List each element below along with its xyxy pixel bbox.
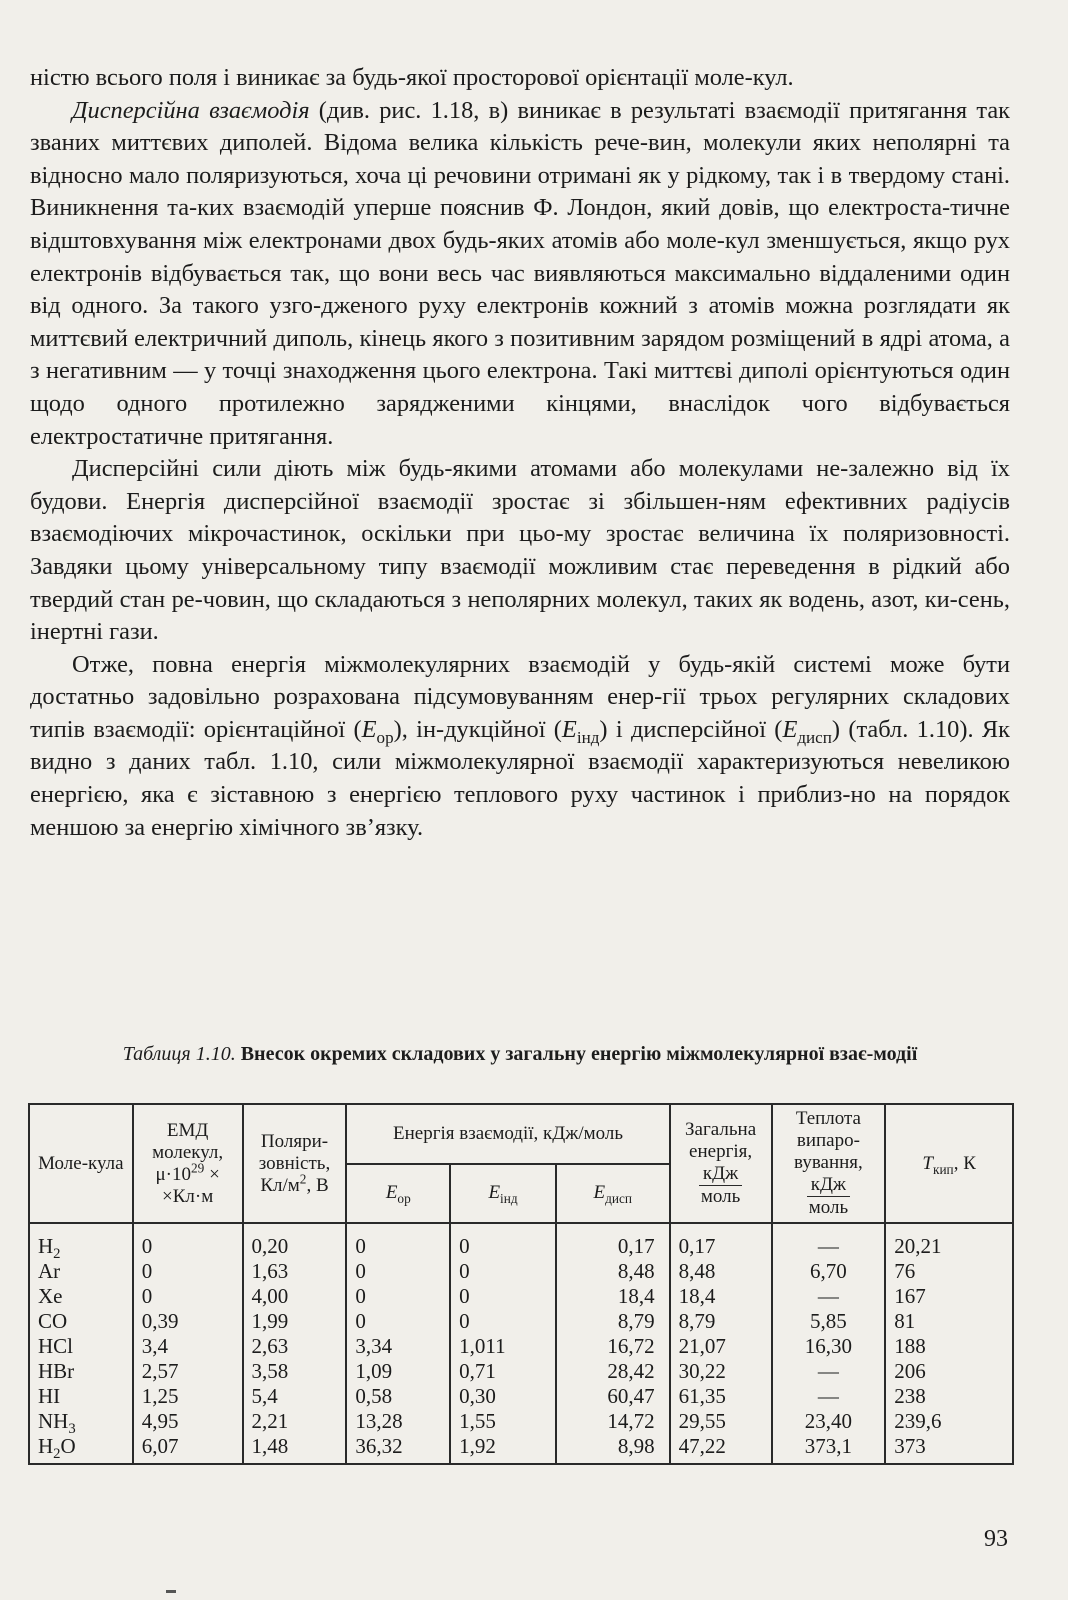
cell-emd: 0 bbox=[133, 1223, 243, 1259]
cell-tboil: 81 bbox=[885, 1309, 1013, 1334]
cell-total: 30,22 bbox=[670, 1359, 772, 1384]
cell-eind: 0 bbox=[450, 1259, 556, 1284]
header-boiling-temp: $T_{кип}$, К bbox=[885, 1104, 1013, 1223]
header-emd: ЕМД молекул, $\mu\cdot 10^{29} \times \times Кл\cdot м$ bbox=[133, 1104, 243, 1223]
paragraph-1: ністю всього поля і виникає за будь-якої просторової орієнтації моле-кул. bbox=[30, 64, 794, 91]
cell-emd: 6,07 bbox=[133, 1434, 243, 1464]
cell-eind: 0,30 bbox=[450, 1384, 556, 1409]
cell-eind: 0 bbox=[450, 1223, 556, 1259]
cell-eind: 0 bbox=[450, 1309, 556, 1334]
cell-molecule: HI bbox=[29, 1384, 133, 1409]
cell-emd: 3,4 bbox=[133, 1334, 243, 1359]
cell-eor: 1,09 bbox=[346, 1359, 450, 1384]
cell-eor: 3,34 bbox=[346, 1334, 450, 1359]
body-text bbox=[30, 62, 1010, 844]
paragraph-3: Дисперсійні сили діють між будь-якими атомами або молекулами не-залежно від їх будови. Енергія дисперсійної взаємодії зростає зі збільшен-ням ефективних радіусів взаємодіючих мікрочастинок, оскільки при цьо-му зростає величина їх поляризовності. Завдяки цьому універсальному типу взаємодії можливим стає переведення в рідкий або твердий стан ре-човин, що складаються з неполярних молекул, таких як водень, азот, ки-сень, інертні гази. bbox=[30, 455, 1010, 646]
cell-pol: 1,99 bbox=[243, 1309, 347, 1334]
paragraph-4 bbox=[30, 649, 1010, 845]
cell-heat: — bbox=[772, 1384, 886, 1409]
cell-total: 18,4 bbox=[670, 1284, 772, 1309]
symbol-e-ind: E bbox=[561, 715, 577, 743]
caption-label: Таблиця 1.10. bbox=[122, 1043, 236, 1065]
cell-eor: 0 bbox=[346, 1309, 450, 1334]
paragraph-4-part-d: ) (табл. 1.10). Як видно з даних табл. 1.10, сили міжмолекулярної взаємодії характеризуються невеликою енергією, яка є зіставною з енергією теплового руху частинок і приблиз-но на порядок меншою за енергію хімічного зв’язку. bbox=[30, 715, 1010, 841]
cell-total: 8,79 bbox=[670, 1309, 772, 1334]
cell-tboil: 239,6 bbox=[885, 1409, 1013, 1434]
cell-eor: 0 bbox=[346, 1259, 450, 1284]
header-e-disp: $E_{дисп}$ bbox=[556, 1164, 670, 1224]
cell-eor: 13,28 bbox=[346, 1409, 450, 1434]
cell-molecule: $H_2O$ bbox=[29, 1434, 133, 1464]
cell-pol: 1,48 bbox=[243, 1434, 347, 1464]
cell-eind: 1,55 bbox=[450, 1409, 556, 1434]
paragraph-2 bbox=[30, 95, 1010, 454]
unit-fraction: $\frac{\text{кДж}}{\text{моль}}$ bbox=[700, 1163, 741, 1207]
cell-total: 61,35 bbox=[670, 1384, 772, 1409]
table-container bbox=[28, 1103, 1014, 1465]
cell-heat: 373,1 bbox=[772, 1434, 886, 1464]
cell-emd: 0 bbox=[133, 1259, 243, 1284]
cell-eind: 0 bbox=[450, 1284, 556, 1309]
cell-molecule: HBr bbox=[29, 1359, 133, 1384]
table-row bbox=[29, 1409, 1013, 1434]
cell-molecule: HCl bbox=[29, 1334, 133, 1359]
cell-pol: 0,20 bbox=[243, 1223, 347, 1259]
unit-fraction: $\frac{\text{кДж}}{\text{моль}}$ bbox=[808, 1174, 849, 1218]
cell-eind: 1,011 bbox=[450, 1334, 556, 1359]
cell-eind: 0,71 bbox=[450, 1359, 556, 1384]
table-row bbox=[29, 1384, 1013, 1409]
header-e-ind: $E_{інд}$ bbox=[450, 1164, 556, 1224]
cell-heat: — bbox=[772, 1359, 886, 1384]
data-table bbox=[28, 1103, 1014, 1465]
cell-heat: 5,85 bbox=[772, 1309, 886, 1334]
cell-eor: 0 bbox=[346, 1284, 450, 1309]
symbol-e-disp: E bbox=[782, 715, 798, 743]
scan-speck bbox=[166, 1590, 176, 1593]
table-row bbox=[29, 1334, 1013, 1359]
cell-emd: 0 bbox=[133, 1284, 243, 1309]
cell-tboil: 238 bbox=[885, 1384, 1013, 1409]
cell-heat: 23,40 bbox=[772, 1409, 886, 1434]
cell-eor: 0 bbox=[346, 1223, 450, 1259]
cell-eor: 36,32 bbox=[346, 1434, 450, 1464]
table-caption bbox=[30, 1040, 1010, 1068]
cell-total: 47,22 bbox=[670, 1434, 772, 1464]
header-energy-group: Енергія взаємодії, кДж/моль bbox=[346, 1104, 669, 1164]
sub-or: ор bbox=[376, 727, 394, 747]
cell-edisp: 28,42 bbox=[556, 1359, 670, 1384]
cell-pol: 2,21 bbox=[243, 1409, 347, 1434]
symbol-e-or: E bbox=[361, 715, 377, 743]
caption-text: Внесок окремих складових у загальну енергію міжмолекулярної взає-модії bbox=[235, 1043, 918, 1065]
table-row bbox=[29, 1359, 1013, 1384]
cell-edisp: 8,48 bbox=[556, 1259, 670, 1284]
cell-tboil: 373 bbox=[885, 1434, 1013, 1464]
cell-tboil: 188 bbox=[885, 1334, 1013, 1359]
cell-molecule: CO bbox=[29, 1309, 133, 1334]
cell-total: 0,17 bbox=[670, 1223, 772, 1259]
cell-eind: 1,92 bbox=[450, 1434, 556, 1464]
header-total-energy: Загальна енергія, $\frac{\text{кДж}}{\text{моль}}$ bbox=[670, 1104, 772, 1223]
paragraph-2-text: (див. рис. 1.18, в) виникає в результаті взаємодії притягання так званих миттєвих диполей. Відома велика кількість рече-вин, молекули яких неполярні та відносно мало поляризуються, хоча ці речовини отримані як у рідкому, так і в твердому стані. Виникнення та-ких взаємодій уперше пояснив Ф. Лондон, який довів, що електроста-тичне відштовхування між електронами двох будь-яких атомів або моле-кул зменшується, якщо рух електронів відбувається так, що вони весь час виявляються максимально віддаленими один від одного. За такого узго-дженого руху електронів кожний з атомів можна розглядати як миттєвий електричний диполь, кінець якого з позитивним зарядом розміщений в ядрі атома, а з негативним — у точці знаходження цього електрона. Такі миттєві диполі орієнтуються один щодо одного протилежно зарядженими кінцями, внаслідок чого відбувається електростатичне притягання. bbox=[30, 96, 1010, 450]
cell-edisp: 0,17 bbox=[556, 1223, 670, 1259]
cell-heat: 6,70 bbox=[772, 1259, 886, 1284]
cell-pol: 1,63 bbox=[243, 1259, 347, 1284]
cell-pol: 5,4 bbox=[243, 1384, 347, 1409]
cell-tboil: 206 bbox=[885, 1359, 1013, 1384]
paragraph-4-part-c: ) і дисперсійної ( bbox=[599, 715, 783, 743]
cell-edisp: 16,72 bbox=[556, 1334, 670, 1359]
cell-tboil: 20,21 bbox=[885, 1223, 1013, 1259]
cell-molecule: Xe bbox=[29, 1284, 133, 1309]
cell-total: 21,07 bbox=[670, 1334, 772, 1359]
cell-tboil: 167 bbox=[885, 1284, 1013, 1309]
cell-emd: 4,95 bbox=[133, 1409, 243, 1434]
term-dispersion: Дисперсійна взаємодія bbox=[72, 96, 310, 124]
sub-ind: інд bbox=[576, 727, 600, 747]
cell-pol: 4,00 bbox=[243, 1284, 347, 1309]
cell-pol: 3,58 bbox=[243, 1359, 347, 1384]
table-row bbox=[29, 1284, 1013, 1309]
cell-emd: 2,57 bbox=[133, 1359, 243, 1384]
cell-heat: 16,30 bbox=[772, 1334, 886, 1359]
cell-eor: 0,58 bbox=[346, 1384, 450, 1409]
cell-emd: 1,25 bbox=[133, 1384, 243, 1409]
sub-disp: дисп bbox=[797, 727, 832, 747]
cell-emd: 0,39 bbox=[133, 1309, 243, 1334]
cell-tboil: 76 bbox=[885, 1259, 1013, 1284]
table-row bbox=[29, 1223, 1013, 1259]
cell-total: 8,48 bbox=[670, 1259, 772, 1284]
cell-total: 29,55 bbox=[670, 1409, 772, 1434]
cell-edisp: 8,98 bbox=[556, 1434, 670, 1464]
page-number: 93 bbox=[984, 1526, 1008, 1552]
table-row bbox=[29, 1434, 1013, 1464]
cell-edisp: 8,79 bbox=[556, 1309, 670, 1334]
paragraph-4-part-a: Отже, повна енергія міжмолекулярних взаємодій у будь-якій системі може бути достатньо задовільно розрахована підсумовуванням енер-гії трьох регулярних складових типів взаємодії: орієнтаційної ( bbox=[30, 650, 1010, 743]
paragraph-4-part-b: ), ін-дукційної ( bbox=[393, 715, 562, 743]
cell-heat: — bbox=[772, 1284, 886, 1309]
header-heat: Теплота випаро-вування, $\frac{\text{кДж}}{\text{моль}}$ bbox=[772, 1104, 886, 1223]
header-polarizability: Поляри-зовність, $Кл/м^2$, В bbox=[243, 1104, 347, 1223]
cell-molecule: Ar bbox=[29, 1259, 133, 1284]
cell-edisp: 14,72 bbox=[556, 1409, 670, 1434]
cell-edisp: 18,4 bbox=[556, 1284, 670, 1309]
header-e-or: $E_{ор}$ bbox=[346, 1164, 450, 1224]
cell-molecule: $H_2$ bbox=[29, 1223, 133, 1259]
table-body bbox=[29, 1223, 1013, 1464]
cell-pol: 2,63 bbox=[243, 1334, 347, 1359]
table-row bbox=[29, 1309, 1013, 1334]
cell-molecule: $NH_3$ bbox=[29, 1409, 133, 1434]
cell-edisp: 60,47 bbox=[556, 1384, 670, 1409]
header-molecule: Моле-кула bbox=[29, 1104, 133, 1223]
cell-heat: — bbox=[772, 1223, 886, 1259]
table-row bbox=[29, 1259, 1013, 1284]
